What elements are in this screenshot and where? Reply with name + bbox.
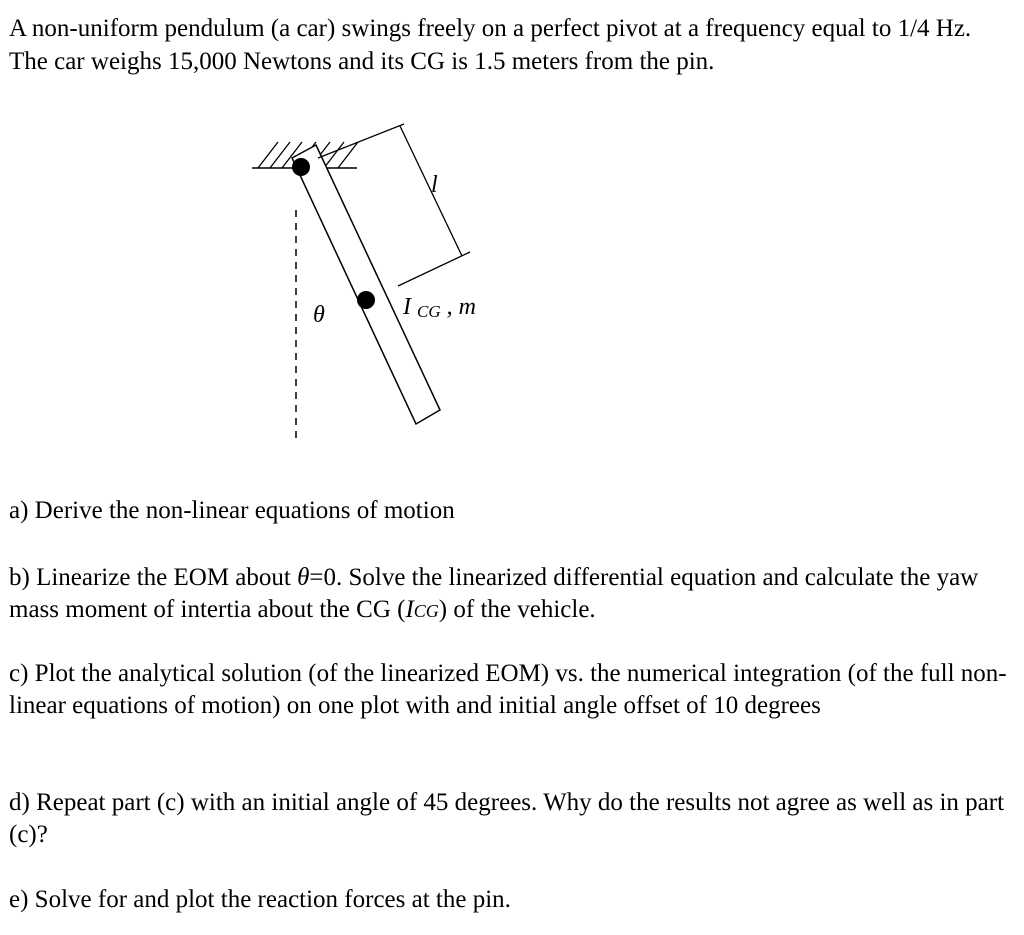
pivot-pin bbox=[292, 158, 310, 176]
dimension-line-top bbox=[318, 124, 404, 158]
question-a: a) Derive the non-linear equations of motion bbox=[9, 497, 455, 524]
angle-label: θ bbox=[313, 302, 325, 328]
problem-intro: A non-uniform pendulum (a car) swings freely on a perfect pivot at a frequency equal to 1/4 Hz. The car weighs 15,000 Newtons and its CG is 1.5 meters from the pin. bbox=[9, 15, 972, 75]
question-e: e) Solve for and plot the reaction forces at the pin. bbox=[9, 886, 511, 913]
length-label: l bbox=[431, 172, 438, 198]
question-b-text-3: ) of the vehicle. bbox=[438, 596, 596, 623]
question-c: c) Plot the analytical solution (of the linearized EOM) vs. the numerical integration (of the full non-linear equations of motion) on one plot with and initial angle offset of 10 degrees bbox=[9, 660, 1007, 719]
question-b-inertia-sub: CG bbox=[413, 601, 439, 621]
pendulum-bar bbox=[292, 145, 440, 424]
question-b-inertia: I bbox=[405, 596, 414, 623]
inertia-label-main: I bbox=[403, 294, 411, 320]
cg-dot bbox=[357, 291, 375, 309]
question-d: d) Repeat part (c) with an initial angle of 45 degrees. Why do the results not agree as well as in part (c)? bbox=[9, 789, 1005, 848]
question-b-text-2: =0. Solve the linearized differential equation and calculate the yaw mass moment of intertia about the CG ( bbox=[9, 564, 979, 623]
inertia-label bbox=[402, 294, 476, 323]
question-b-theta: θ bbox=[297, 564, 310, 591]
question-b bbox=[9, 562, 1014, 627]
question-b-text-1: b) Linearize the EOM about bbox=[9, 564, 298, 591]
inertia-label-rest: , m bbox=[446, 294, 476, 320]
dimension-line-bottom bbox=[398, 252, 470, 286]
inertia-label-sub: CG bbox=[417, 302, 441, 321]
